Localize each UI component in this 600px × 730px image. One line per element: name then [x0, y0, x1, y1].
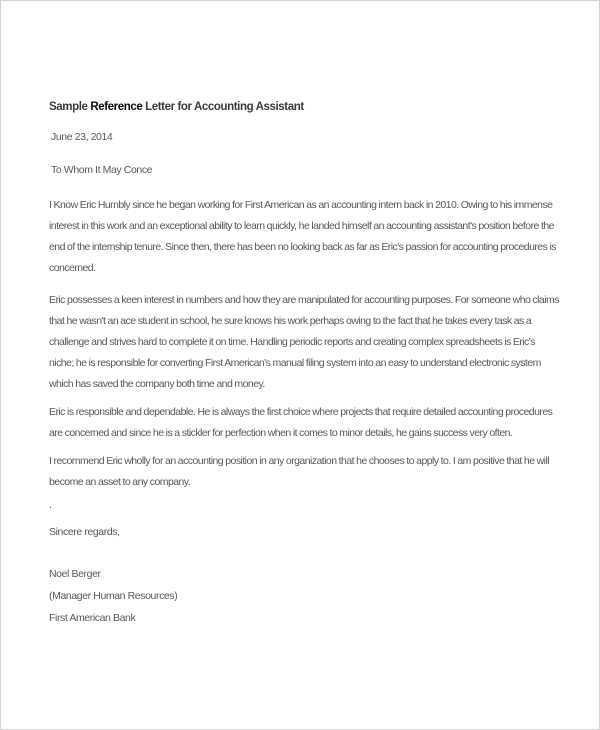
title-highlight: Reference: [90, 101, 143, 113]
letter-content: [1, 1, 599, 629]
salutation-line: To Whom It May Conce: [51, 164, 153, 176]
body-paragraph-1: I Know Eric Humbly since he began working for First American as an accounting intern back in 2010. Owing to his immense interest in this work and an exceptional ability to learn quickly, he landed himself an accounting assistant's position before the end of the internship tenure. Since then, there has been no looking back as far as Eric's passion for accounting procedures is concerned.: [49, 199, 556, 274]
title-suffix: Letter for Accounting Assistant: [142, 101, 304, 113]
body-paragraph-2: Eric possesses a keen interest in numbers and how they are manipulated for accounting purposes. For someone who claims that he wasn't an ace student in school, he sure knows his work perhaps owing to the fact that he takes every task as a challenge and strives hard to complete it on time. Handling periodic reports and creating complex spreadsheets is Eric's niche; he is responsible for converting First American's manual filing system into an easy to understand electronic system which has saved the company both time and money.: [49, 294, 559, 390]
body-paragraph-3: Eric is responsible and dependable. He is always the first choice where projects that require detailed accounting procedures are concerned and since he is a stickler for perfection when it comes to minor details, he gains success very often.: [49, 406, 553, 439]
letter-date: June 23, 2014: [51, 131, 113, 143]
signature-name: Noel Berger: [49, 568, 101, 580]
letter-title: [49, 97, 559, 118]
closing-line: Sincere regards,: [49, 526, 120, 538]
title-prefix: Sample: [49, 101, 91, 113]
signature-role: (Manager Human Resources): [49, 590, 178, 602]
body-paragraph-4: I recommend Eric wholly for an accounting position in any organization that he chooses to apply to. I am positive that he will become an asset to any company.: [49, 455, 550, 488]
stray-period: .: [49, 499, 52, 511]
signature-company: First American Bank: [49, 612, 136, 624]
